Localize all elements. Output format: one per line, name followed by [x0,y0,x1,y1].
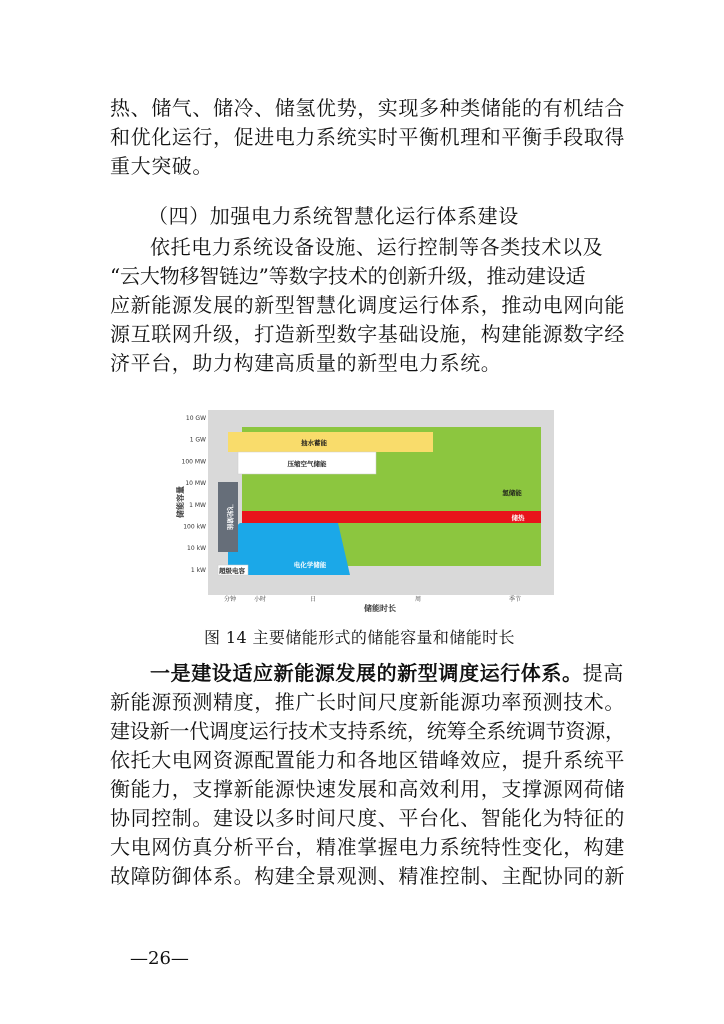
y-tick-label: 1 MW [189,501,206,509]
text-line: 重大突破。 [110,154,213,178]
y-tick-label: 100 kW [183,523,206,531]
section-heading: （四）加强电力系统智慧化运行体系建设 [148,204,519,228]
text-line: 济平台，助力构建高质量的新型电力系统。 [110,351,502,375]
x-tick-label: 日 [309,596,317,603]
label-flywheel: 飞轮储能 [226,504,234,530]
y-tick-label: 10 MW [185,480,206,488]
text-fragment: 提高 [582,661,624,685]
bar-thermal-storage [242,511,541,523]
x-tick-label: 周 [414,596,422,603]
x-tick-label: 小时 [253,596,267,603]
paragraph-3 [110,659,625,891]
text-line: 大电网仿真分析平台，精准掌握电力系统特性变化，构建 [110,835,625,859]
y-tick-label: 10 kW [187,545,206,553]
text-line: 源互联网升级，打造新型数字基础设施，构建能源数字经 [110,322,625,346]
text-line: 应新能源发展的新型智慧化调度运行体系，推动电网向能 [110,293,625,317]
text-line: 故障防御体系。构建全景观测、精准控制、主配协同的新 [110,864,625,888]
y-axis-label: 储能容量 [176,486,185,518]
text-line-lead [110,659,624,688]
label-compressed-air: 压缩空气储能 [287,460,327,468]
storage-chart [176,410,560,615]
text-line: 依托电力系统设备设施、运行控制等各类技术以及 [150,235,604,259]
text-line: 建设新一代调度运行技术支持系统，统筹全系统调节资源， [110,719,625,743]
paragraph-2 [110,233,625,378]
text-line: “云大物移智链边”等数字技术的创新升级，推动建设适 [110,264,586,288]
label-thermal-storage: 储热 [511,514,525,522]
text-line: 和优化运行，促进电力系统实时平衡机理和平衡手段取得 [110,125,625,149]
text-line: 依托大电网资源配置能力和各地区错峰效应，提升系统平 [110,748,625,772]
y-tick-label: 1 GW [189,436,206,444]
text-line: 热、储气、储冷、储氢优势，实现多种类储能的有机结合 [110,96,625,120]
figure-caption: 图 14 主要储能形式的储能容量和储能时长 [204,628,515,647]
paragraph-1 [110,94,625,181]
y-tick-label: 1 kW [190,566,206,574]
label-supercapacitor: 超级电容 [219,567,245,575]
x-axis-label: 储能时长 [364,604,396,613]
text-line: 协同控制。建设以多时间尺度、平台化、智能化为特征的 [110,806,625,830]
lead-bold-text: 一是建设适应新能源发展的新型调度运行体系。 [150,661,583,685]
page-number: —26— [130,948,189,969]
y-tick-label: 100 MW [181,458,206,466]
label-pumped-hydro: 抽水蓄能 [301,439,327,447]
bar-pumped-hydro [228,432,433,452]
x-tick-label: 季节 [508,596,522,603]
label-electrochemical: 电化学储能 [293,561,327,569]
x-tick-label: 分钟 [223,596,237,603]
text-line: 新能源预测精度，推广长时间尺度新能源功率预测技术。 [110,690,625,714]
label-hydrogen-storage: 氢储能 [502,489,522,497]
text-line: 衡能力，支撑新能源快速发展和高效利用，支撑源网荷储 [110,777,625,801]
y-tick-label: 10 GW [185,415,206,422]
